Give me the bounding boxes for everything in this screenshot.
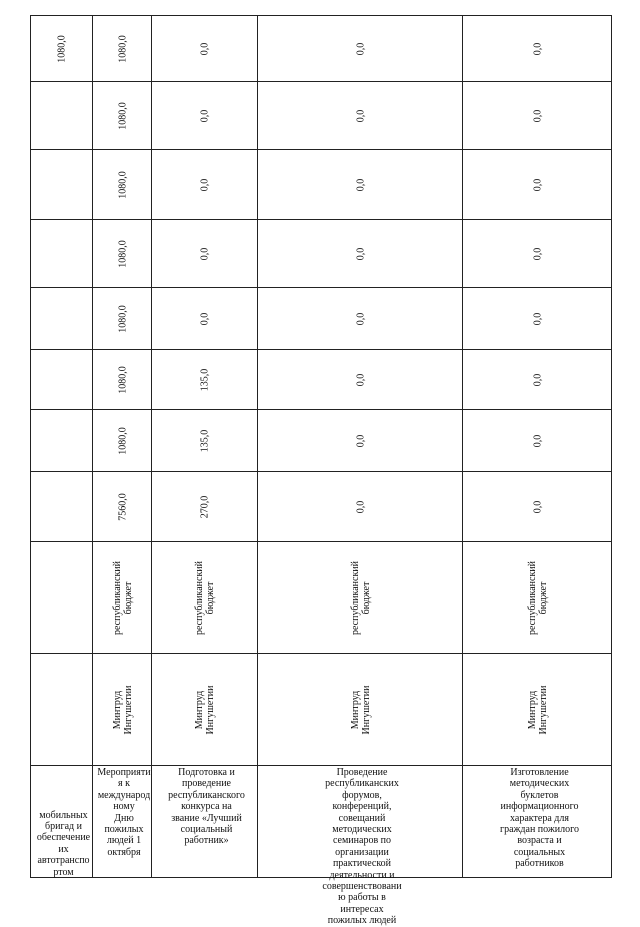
value-cell <box>258 150 463 220</box>
value-text: 0,0 <box>532 247 544 261</box>
value-text: 0,0 <box>355 500 366 514</box>
text-line: работников <box>515 858 564 870</box>
value-cell <box>152 150 258 220</box>
text-line: социальный <box>180 824 233 836</box>
text-line: конкурса на <box>181 801 232 813</box>
funding-source-cell <box>258 542 463 654</box>
executor-cell <box>152 654 258 766</box>
value-text: 135,0 <box>199 429 211 453</box>
value-text: 1080,0 <box>56 35 68 63</box>
value-cell <box>93 288 152 350</box>
text-line: Минтруд <box>527 690 538 730</box>
value-cell <box>463 472 613 542</box>
activity-name <box>35 810 92 878</box>
value-cell <box>258 410 463 472</box>
text-line: Ингушетии <box>205 685 216 735</box>
rotated-text <box>350 686 372 735</box>
text-line: бюджет <box>360 581 372 615</box>
text-line: Дню пожилых <box>104 812 144 836</box>
value-text: 0,0 <box>355 312 366 326</box>
text-line: методических <box>509 778 570 790</box>
value-cell <box>152 16 258 82</box>
activity-name <box>467 767 612 870</box>
value-text: 1080,0 <box>117 366 128 394</box>
activity-name-cell <box>463 766 613 879</box>
text-line: республиканский <box>527 560 538 636</box>
value-cell <box>93 472 152 542</box>
value-text: 0,0 <box>355 434 366 448</box>
rotated-text <box>527 561 549 635</box>
executor-cell <box>31 654 93 766</box>
text-line: бюджет <box>122 581 134 615</box>
text-line: ю работы в <box>338 892 386 904</box>
executor-cell <box>463 654 613 766</box>
value-text: 1080,0 <box>117 240 128 268</box>
text-line: граждан пожилого <box>499 824 580 836</box>
value-cell <box>463 16 613 82</box>
text-line: мобильных <box>39 809 88 821</box>
value-cell <box>463 288 613 350</box>
value-cell <box>93 410 152 472</box>
executor-cell <box>93 654 152 766</box>
text-line: Подготовка и <box>178 767 235 778</box>
value-text: 0,0 <box>532 312 544 326</box>
value-text: 0,0 <box>355 109 366 123</box>
value-text: 135,0 <box>199 368 211 392</box>
funding-source-cell <box>463 542 613 654</box>
text-line: республиканских <box>325 778 399 790</box>
value-cell <box>258 220 463 288</box>
rotated-text <box>112 561 134 635</box>
value-text: 0,0 <box>199 178 211 192</box>
text-line: совершенствовани <box>322 881 402 893</box>
funding-source-cell <box>31 542 93 654</box>
value-text: 0,0 <box>532 373 544 387</box>
text-line: Минтруд <box>194 690 205 730</box>
activity-name <box>97 767 151 858</box>
value-text: 0,0 <box>199 109 211 123</box>
value-text: 0,0 <box>532 42 544 56</box>
value-cell <box>152 410 258 472</box>
value-cell <box>152 472 258 542</box>
value-cell <box>152 220 258 288</box>
text-line: проведение <box>182 778 231 790</box>
text-line: Минтруд <box>111 690 123 730</box>
text-line: Ингушетии <box>122 685 134 735</box>
value-cell <box>152 82 258 150</box>
text-line: конференций, <box>332 801 392 813</box>
value-cell <box>31 472 93 542</box>
value-cell <box>31 350 93 410</box>
value-cell <box>31 410 93 472</box>
value-cell <box>463 220 613 288</box>
value-text: 0,0 <box>532 178 544 192</box>
text-line: Минтруд <box>349 690 361 730</box>
text-line: звание «Лучший <box>171 812 242 824</box>
value-cell <box>31 288 93 350</box>
activity-name <box>262 767 462 927</box>
value-text: 1080,0 <box>117 35 128 63</box>
text-line: Ингушетии <box>538 685 549 735</box>
text-line: Изготовление <box>510 767 569 778</box>
text-line: работник» <box>184 835 229 847</box>
text-line: обеспечение их <box>36 832 91 855</box>
value-text: 0,0 <box>355 247 366 261</box>
text-line: форумов, <box>342 789 382 801</box>
text-line: республиканский <box>111 560 123 636</box>
text-line: республиканского <box>168 789 245 801</box>
text-line: автотранспортом <box>37 855 90 878</box>
activity-name <box>156 767 257 847</box>
value-text: 0,0 <box>532 109 544 123</box>
text-line: международному <box>97 789 151 813</box>
text-line: практической <box>332 858 392 870</box>
value-cell <box>152 350 258 410</box>
value-cell <box>463 150 613 220</box>
text-line: республиканский <box>349 560 361 636</box>
value-cell <box>258 16 463 82</box>
text-line: Ингушетии <box>360 685 372 735</box>
value-text: 0,0 <box>355 373 366 387</box>
text-line: буклетов <box>520 789 559 801</box>
value-cell <box>463 410 613 472</box>
text-line: Проведение <box>336 767 388 778</box>
value-text: 0,0 <box>532 434 544 448</box>
value-text: 0,0 <box>355 42 366 56</box>
value-text: 0,0 <box>199 312 211 326</box>
value-cell <box>258 288 463 350</box>
value-cell <box>31 16 93 82</box>
value-cell <box>93 82 152 150</box>
value-cell <box>31 82 93 150</box>
text-line: республиканский <box>194 560 205 636</box>
value-cell <box>31 220 93 288</box>
value-cell <box>93 350 152 410</box>
value-text: 270,0 <box>199 495 211 519</box>
text-line: информационного <box>500 801 579 813</box>
rotated-text <box>527 686 549 735</box>
value-text: 1080,0 <box>117 102 128 130</box>
value-text: 0,0 <box>532 500 544 514</box>
value-cell <box>463 82 613 150</box>
value-cell <box>152 288 258 350</box>
value-text: 1080,0 <box>117 305 128 333</box>
value-cell <box>258 350 463 410</box>
value-cell <box>31 150 93 220</box>
value-cell <box>258 472 463 542</box>
text-line: бригад и <box>45 820 82 832</box>
text-line: совещаний <box>338 812 386 824</box>
value-text: 0,0 <box>199 247 211 261</box>
rotated-text <box>194 686 216 735</box>
text-line: интересах <box>340 903 384 915</box>
text-line: бюджет <box>538 581 549 615</box>
budget-table <box>30 15 612 927</box>
value-cell <box>93 16 152 82</box>
value-text: 0,0 <box>355 178 366 192</box>
value-text: 7560,0 <box>117 493 128 521</box>
text-line: социальных <box>513 846 566 858</box>
activity-name-cell <box>31 766 93 879</box>
funding-source-cell <box>152 542 258 654</box>
rotated-text <box>112 686 134 735</box>
value-text: 1080,0 <box>117 427 128 455</box>
value-cell <box>93 150 152 220</box>
text-line: Мероприятия к <box>97 767 151 790</box>
text-line: возраста и <box>517 835 562 847</box>
rotated-text <box>194 561 216 635</box>
funding-source-cell <box>93 542 152 654</box>
rotated-text <box>350 561 372 635</box>
activity-name-cell <box>258 766 463 927</box>
value-cell <box>463 350 613 410</box>
value-text: 1080,0 <box>117 171 128 199</box>
text-line: деятельности и <box>329 869 395 881</box>
text-line: пожилых людей <box>327 915 397 927</box>
activity-name-cell <box>93 766 152 879</box>
value-text: 0,0 <box>199 42 211 56</box>
value-cell <box>258 82 463 150</box>
text-line: организации <box>335 846 389 858</box>
text-line: методических <box>332 824 392 836</box>
value-cell <box>93 220 152 288</box>
text-line: характера для <box>510 812 569 824</box>
text-line: семинаров по <box>332 835 392 847</box>
executor-cell <box>258 654 463 766</box>
text-line: бюджет <box>205 581 216 615</box>
activity-name-cell <box>152 766 258 879</box>
text-line: людей 1 октября <box>106 835 142 858</box>
